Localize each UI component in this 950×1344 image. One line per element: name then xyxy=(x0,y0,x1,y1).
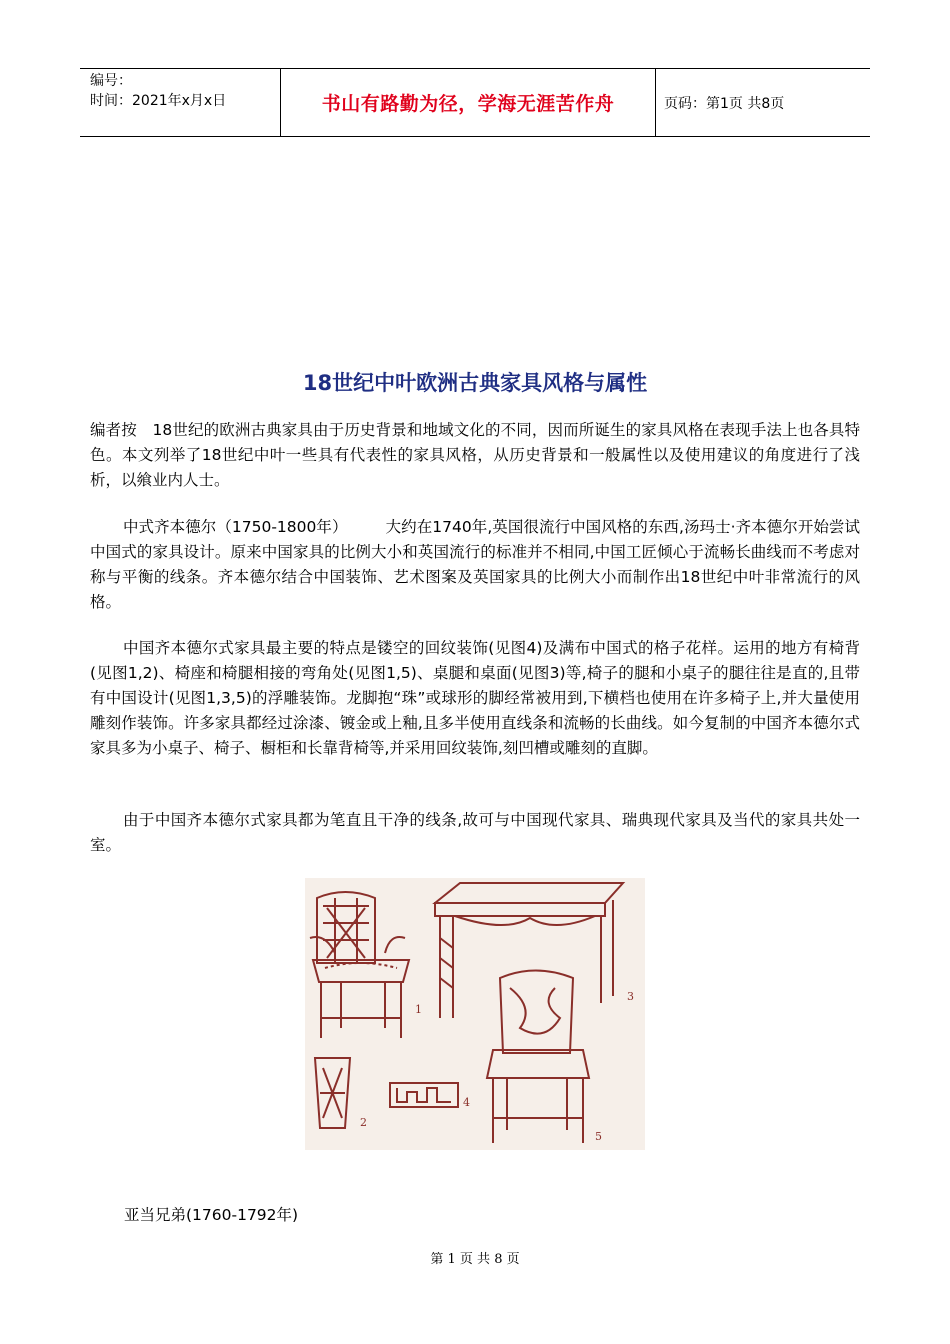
armchair-drawing xyxy=(310,892,409,1038)
section1-text: 大约在1740年,英国很流行中国风格的东西,汤玛士·齐本德尔开始尝试中国式的家具设计。原来中国家具的比例大小和英国流行的标准并不相同,中国工匠倾心于流畅长曲线而不考虑对称与平衡的线条。齐本德尔结合中国装饰、艺术图案及英国家具的比例大小而制作出18世纪中叶非常流行的风格。 xyxy=(90,518,860,611)
time-label: 时间：2021年x月x日 xyxy=(90,93,227,109)
usage-paragraph: 由于中国齐本德尔式家具都为笔直且干净的线条,故可与中国现代家具、瑞典现代家具及当代的家具共处一室。 xyxy=(90,811,860,854)
intro-paragraph: 编者按 18世纪的欧洲古典家具由于历史背景和地域文化的不同，因而所诞生的家具风格在表现手法上也各具特色。本文列举了18世纪中叶一些具有代表性的家具风格，从历史背景和一般属性以及使用建议的角度进行了浅析，以飨业内人士。 xyxy=(90,421,860,489)
header-motto: 书山有路勤为径，学海无涯苦作舟 xyxy=(280,69,656,136)
furniture-drawing xyxy=(305,878,645,1150)
figure-label-1: 1 xyxy=(415,1003,422,1016)
header-page-code: 页码：第1页 共8页 xyxy=(664,95,785,112)
fret-pattern-drawing xyxy=(390,1083,458,1107)
figure-label-5: 5 xyxy=(595,1130,602,1143)
features-paragraph: 中国齐本德尔式家具最主要的特点是镂空的回纹装饰(见图4)及满布中国式的格子花样。运用的地方有椅背(见图1,2)、椅座和椅腿相接的弯角处(见图1,5)、桌腿和桌面(见图3)等,椅子的腿和小桌子的腿往往是直的,且带有中国设计(见图1,3,5)的浮雕装饰。龙脚抱“珠”或球形的脚经常被用到,下横档也使用在许多椅子上,并大量使用雕刻作装饰。许多家具都经过涂漆、镀金或上釉,且多半使用直线条和流畅的长曲线。如今复制的中国齐本德尔式家具多为小桌子、椅子、橱柜和长靠背椅等,并采用回纹装饰,刻凹槽或雕刻的直脚。 xyxy=(90,639,860,757)
article-title: 18世纪中叶欧洲古典家具风格与属性 xyxy=(302,371,648,395)
section1-heading: 中式齐本德尔（1750-1800年） xyxy=(123,518,348,536)
figure-label-3: 3 xyxy=(627,990,634,1003)
side-chair-drawing xyxy=(487,971,589,1144)
table-drawing xyxy=(435,883,623,1018)
section2-heading: 亚当兄弟(1760-1792年) xyxy=(124,1206,299,1224)
page-footer: 第 1 页 共 8 页 xyxy=(430,1252,520,1267)
furniture-illustration xyxy=(305,878,645,1150)
figure-label-2: 2 xyxy=(360,1116,367,1129)
header-meta xyxy=(80,69,280,136)
number-label: 编号： xyxy=(90,73,132,89)
section1-paragraph xyxy=(90,515,860,615)
page-header xyxy=(80,68,870,137)
chair-back-detail-drawing xyxy=(315,1058,350,1128)
figure-label-4: 4 xyxy=(463,1096,470,1109)
